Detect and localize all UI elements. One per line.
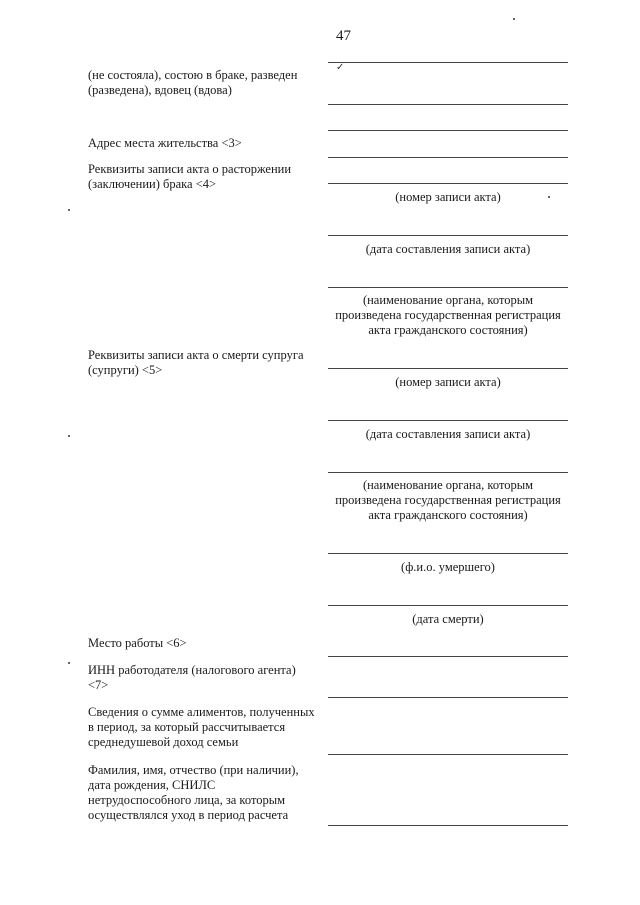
address-line-1[interactable] <box>328 130 568 131</box>
alimony-label: Сведения о сумме алиментов, полученных в период, за который рассчитывается среднедушевой доход семьи <box>88 705 315 749</box>
care-person-label: Фамилия, имя, отчество (при наличии), дата рождения, СНИЛС нетрудоспособного лица, за которым осуществлялся уход в период расчета <box>88 763 299 822</box>
deceased-name-line[interactable] <box>328 553 568 554</box>
alimony-line[interactable] <box>328 754 568 755</box>
marital-status-line-2[interactable] <box>328 104 568 105</box>
caption-deceased-name: (ф.и.о. умершего) <box>401 560 495 574</box>
page-number: 47 <box>336 28 351 44</box>
workplace-label: Место работы <6> <box>88 636 187 650</box>
employer-inn-label: ИНН работодателя (налогового агента) <7> <box>88 663 296 692</box>
scan-dot <box>548 196 550 198</box>
employer-inn-line[interactable] <box>328 697 568 698</box>
workplace-line[interactable] <box>328 656 568 657</box>
death-record-label: Реквизиты записи акта о смерти супруга (супруги) <5> <box>88 348 304 377</box>
marital-status-line-1[interactable] <box>328 62 568 63</box>
scan-dot <box>68 662 70 664</box>
caption-authority-2: (наименование органа, которым произведена государственная регистрация акта гражданского состояния) <box>335 478 561 522</box>
death-record-date-line[interactable] <box>328 420 568 421</box>
divorce-record-date-line[interactable] <box>328 235 568 236</box>
caption-authority-1: (наименование органа, которым произведена государственная регистрация акта гражданского состояния) <box>335 293 561 337</box>
caption-record-date-2: (дата составления записи акта) <box>365 427 531 441</box>
caption-record-date-1: (дата составления записи акта) <box>365 242 531 256</box>
divorce-record-label: Реквизиты записи акта о расторжении (заключении) брака <4> <box>88 162 292 191</box>
address-line-2[interactable] <box>328 157 568 158</box>
marital-status-label: (не состояла), состою в браке, разведен (разведена), вдовец (вдова) <box>88 68 298 97</box>
caption-record-number-1: (номер записи акта) <box>395 190 501 204</box>
divorce-record-number-line[interactable] <box>328 183 568 184</box>
check-mark-icon: ✓ <box>336 62 345 73</box>
scan-dot <box>68 209 70 211</box>
caption-record-number-2: (номер записи акта) <box>395 375 501 389</box>
scan-dot <box>68 435 70 437</box>
scan-dot <box>513 18 515 20</box>
death-date-line[interactable] <box>328 605 568 606</box>
caption-death-date: (дата смерти) <box>412 612 484 626</box>
death-record-number-line[interactable] <box>328 368 568 369</box>
divorce-authority-line[interactable] <box>328 287 568 288</box>
address-label: Адрес места жительства <3> <box>88 136 242 150</box>
death-authority-line[interactable] <box>328 472 568 473</box>
care-person-line[interactable] <box>328 825 568 826</box>
